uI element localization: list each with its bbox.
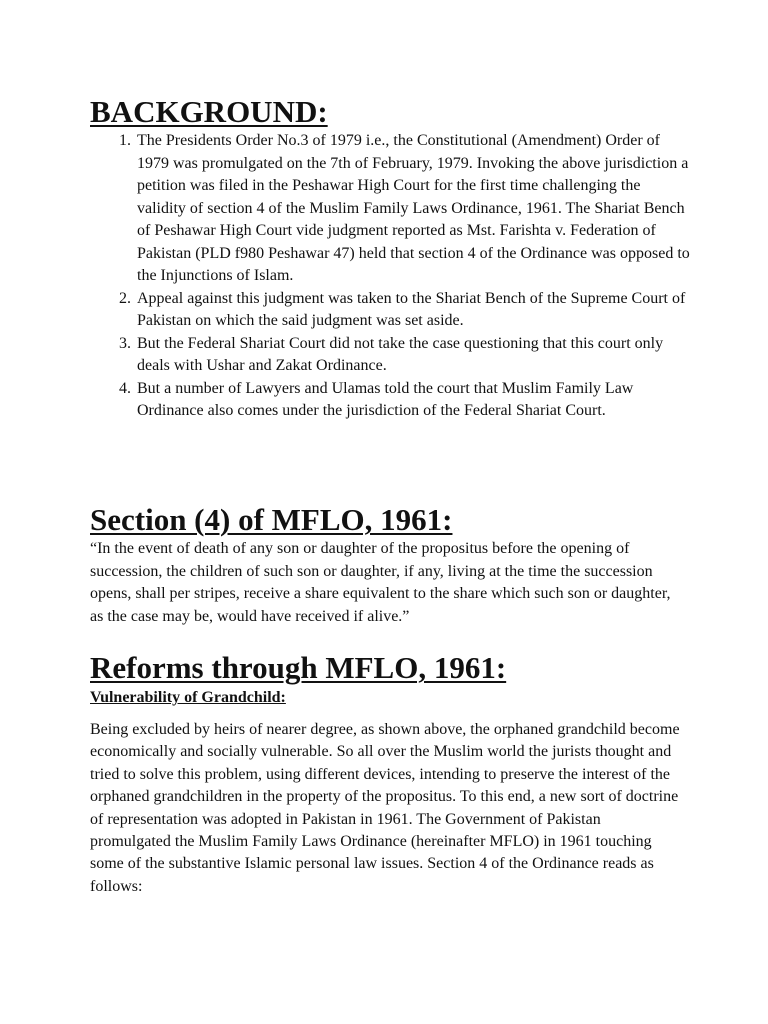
list-item: 4. But a number of Lawyers and Ulamas told the court that Muslim Family Law Ordinance also comes under the jurisdiction of the Federal Shariat Court. — [135, 378, 690, 423]
vulnerability-subheading: Vulnerability of Grandchild: — [90, 689, 286, 706]
section4-quote: “In the event of death of any son or daughter of the propositus before the opening of succession, the children of such son or daughter, if any, living at the time the succession opens, shall per stripes, receive a share equivalent to the share which such son or daughter, as the case may be, would have received if alive.” — [90, 540, 671, 625]
reforms-heading: Reforms through MFLO, 1961: — [90, 650, 507, 685]
list-item: 2. Appeal against this judgment was taken to the Shariat Bench of the Supreme Court of Pakistan on which the said judgment was set aside. — [135, 288, 690, 333]
reforms-paragraph: Being excluded by heirs of nearer degree, as shown above, the orphaned grandchild become economically and socially vulnerable. So all over the Muslim world the jurists thought and tried to solve this problem, using different devices, intending to preserve the interest of the orphaned grandchildren in the property of the propositus. To this end, a new sort of doctrine of representation was adopted in Pakistan in 1961. The Government of Pakistan promulgated the Muslim Family Laws Ordinance (hereinafter MFLO) in 1961 touching some of the substantive Islamic personal law issues. Section 4 of the Ordinance reads as follows: — [90, 721, 680, 895]
list-item: 1. The Presidents Order No.3 of 1979 i.e., the Constitutional (Amendment) Order of 1979 was promulgated on the 7th of February, 1979. Invoking the above jurisdiction a petition was filed in the Peshawar High Court for the first time challenging the validity of section 4 of the Muslim Family Laws Ordinance, 1961. The Shariat Bench of Peshawar High Court vide judgment reported as Mst. Farishta v. Federation of Pakistan (PLD f980 Peshawar 47) held that section 4 of the Ordinance was opposed to the Injunctions of Islam. — [135, 130, 690, 288]
section4-heading: Section (4) of MFLO, 1961: — [90, 502, 453, 537]
background-list — [90, 130, 690, 423]
list-item: 3. But the Federal Shariat Court did not take the case questioning that this court only deals with Ushar and Zakat Ordinance. — [135, 333, 690, 378]
background-heading: BACKGROUND: — [90, 94, 328, 129]
